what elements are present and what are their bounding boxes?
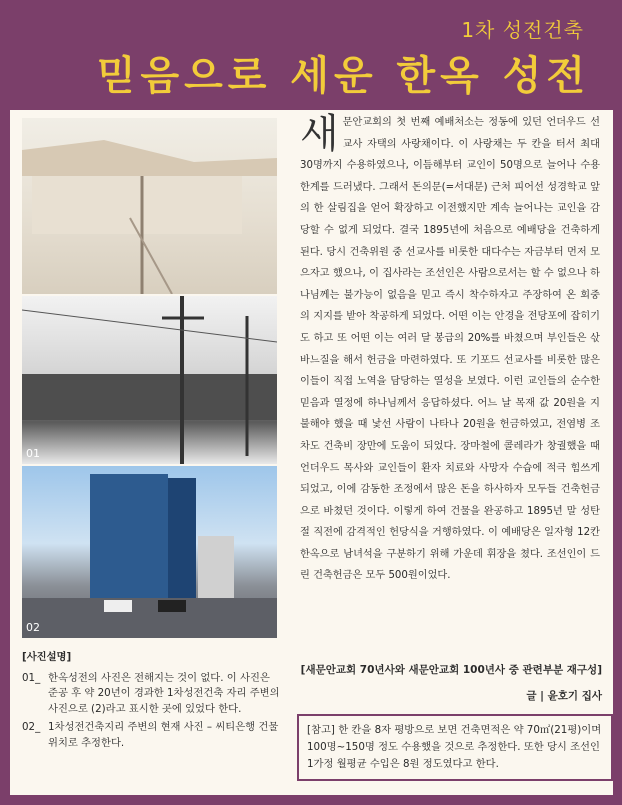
street-poles-sketch [22,296,277,464]
article-text: 문안교회의 첫 번째 예배처소는 정동에 있던 언더우드 선교사 자택의 사랑채이다. 이 사랑채는 두 칸을 터서 최대 30명까지 수용하였으나, 이듬해부터 교인이 50명으로 늘어나 수용한계를 드러냈다. 그래서 돈의문(=서대문) 근처 피어선 성경학교 앞의 한 살림집을 얻어 확장하고 이전했지만 계속 늘어나는 교인을 감당할 수 없게 되었다. 결국 1895년에 처음으로 예배당을 건축하게 된다. 당시 건축위원 중 선교사를 비롯한 대다수는 자금부터 먼저 모으자고 했으나, 이 집사라는 조선인은 사람으로서는 할 수 없으나 하나님께는 불가능이 없음을 믿고 즉시 착수하자고 주장하여 온 회중의 지지를 받아 착공하게 되었다. 어떤 이는 안경을 전당포에 잡히기도 하고 또 어떤 이는 여러 달 봉급의 20%를 바쳤으며 부인들은 삯바느질을 해서 헌금을 마련하였다. 또 기포드 선교사를 비롯한 많은 이들이 직접 노역을 담당하는 열성을 보였다. 이런 교인들의 순수한 믿음과 열정에 하나님께서 응답하셨다. 어느 날 목재 값 20원을 지불해야 했을 때 낯선 사람이 나타나 20원을 헌금하였고, 전염병 조차도 건축비 장만에 도움이 되었다. 장마철에 콜레라가 창궐했을 때 언더우드 목사와 교인들이 환자 치료와 사망자 수습에 적극 힘쓰게 되었고, 이에 감동한 조정에서 많은 돈을 하사하자 모두들 건축헌금으로 바쳤던 것이다. 이렇게 하여 건물을 완공하고 1895년 말 성탄절 직전에 감격적인 헌당식을 거행하였다. 이 예배당은 일자형 12칸 한옥으로 남녀석을 구분하기 위해 가운데 휘장을 쳤다. 조선인이 드린 건축헌금은 모두 500원이었다. [300,117,600,582]
photo-number: 02 [26,621,40,634]
caption-number: 01_ [22,671,41,684]
page-title: 믿음으로 세운 한옥 성전 [96,53,590,99]
historic-photo-hanok [22,118,277,294]
article-author: 글 | 윤호기 집사 [526,690,602,702]
header-subtitle: 1차 성전건축 [461,18,584,42]
photo-caption [22,650,280,754]
tower-sketch [22,466,277,638]
caption-item [22,720,280,751]
caption-number: 02_ [22,721,41,733]
caption-title: [사진설명] [22,651,72,663]
photo-number: 01 [26,447,40,460]
historic-photo-street [22,296,277,464]
caption-item [22,671,280,718]
reference-note: [참고] 한 칸을 8자 평방으로 보면 건축면적은 약 70㎡(21평)이며 100명~150명 정도 수용했을 것으로 추정한다. 또한 당시 조선인 1가정 월평균 수입은 8원 정도였다고 한다. [297,714,613,781]
article-dropcap: 새 [300,111,339,157]
content-panel [10,110,613,795]
hanok-gate-sketch [22,118,277,294]
modern-photo-building [22,466,277,638]
caption-text: 한옥성전의 사진은 전해지는 것이 없다. 이 사진은 준공 후 약 20년이 경과한 1차성전건축 자리 주변의 사진으로 (2)라고 표시한 곳에 있었다 한다. [48,671,280,715]
article-body [300,112,600,587]
caption-text: 1차성전건축지리 주변의 현재 사진 – 씨티은행 건물 위치로 추정한다. [48,721,279,749]
article-source: [새문안교회 70년사와 새문안교회 100년사 중 관련부분 재구성] [300,664,602,676]
